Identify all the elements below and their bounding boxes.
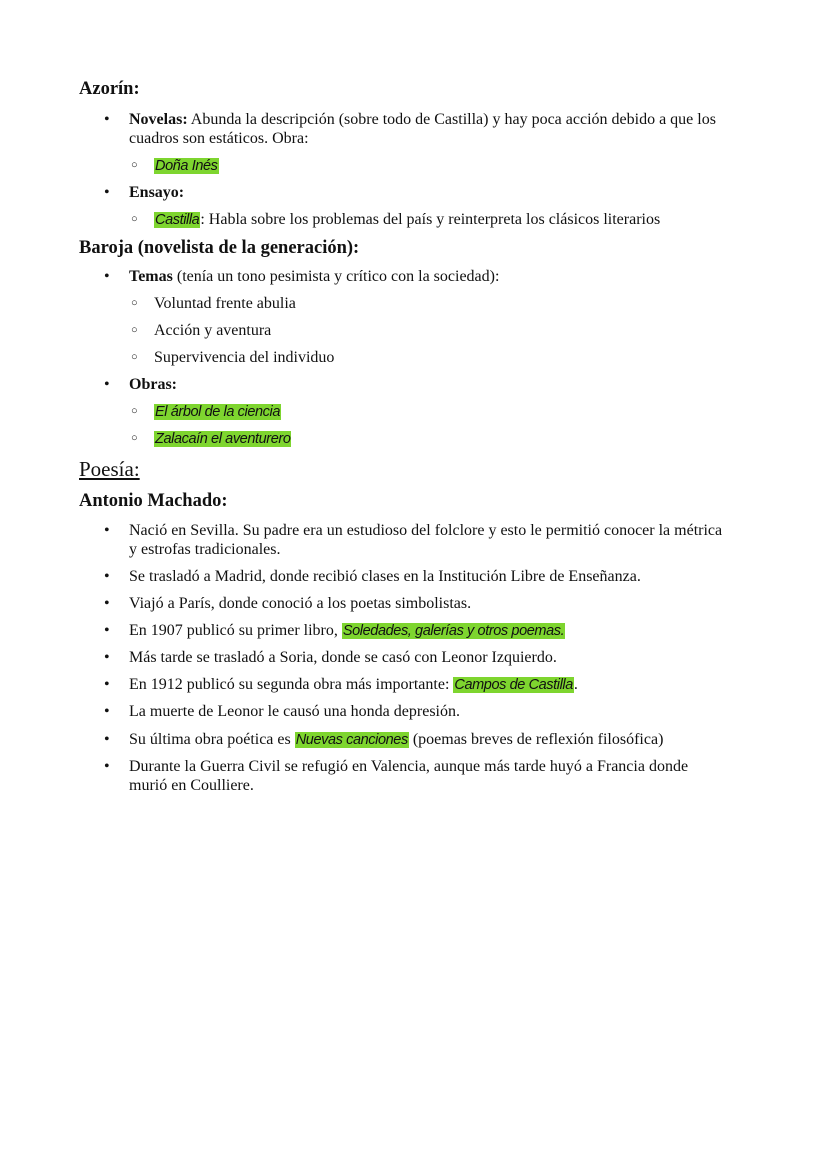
bullet: • (104, 111, 110, 128)
text: Nació en Sevilla. Su padre era un estudioso del folclore y esto le permitió conocer la métrica (129, 522, 723, 539)
heading-poesia: Poesía: (79, 457, 140, 481)
text: En 1912 publicó su segunda obra más importante: (129, 676, 454, 693)
text: (tenía un tono pesimista y crítico con la sociedad): (172, 268, 500, 285)
bullet: • (104, 703, 110, 720)
heading-azorin: Azorín: (79, 79, 140, 99)
highlighted-work: El árbol de la ciencia (155, 404, 280, 420)
bullet: • (104, 649, 110, 666)
bullet: • (104, 522, 110, 539)
bullet: • (104, 758, 110, 775)
text: Más tarde se trasladó a Soria, donde se casó con Leonor Izquierdo. (129, 649, 557, 666)
text: : Habla sobre los problemas del país y reinterpreta los clásicos literarios (200, 211, 661, 228)
highlighted-work: Soledades, galerías y otros poemas. (342, 623, 565, 639)
text: Viajó a París, donde conoció a los poetas simbolistas. (129, 595, 472, 612)
sub-bullet: ○ (131, 405, 138, 417)
text: . (573, 676, 578, 693)
sub-bullet: ○ (131, 324, 138, 336)
sub-bullet: ○ (131, 213, 138, 225)
bullet: • (104, 676, 110, 693)
heading-baroja: Baroja (novelista de la generación): (79, 238, 360, 258)
label-temas: Temas (129, 268, 173, 285)
text: Durante la Guerra Civil se refugió en Valencia, aunque más tarde huyó a Francia donde (129, 758, 689, 775)
highlighted-work: Zalacaín el aventurero (155, 431, 291, 447)
text: La muerte de Leonor le causó una honda depresión. (129, 703, 460, 720)
text: Acción y aventura (154, 322, 272, 339)
text: Supervivencia del individuo (154, 349, 335, 366)
sub-bullet: ○ (131, 159, 138, 171)
text: En 1907 publicó su primer libro, (129, 622, 342, 639)
label-novelas: Novelas: (129, 111, 188, 128)
highlighted-work: Campos de Castilla (454, 677, 573, 693)
label-ensayo: Ensayo: (129, 184, 185, 201)
text: (poemas breves de reflexión filosófica) (408, 731, 664, 748)
text: Voluntad frente abulia (154, 295, 296, 312)
highlighted-work: Doña Inés (155, 158, 218, 174)
sub-bullet: ○ (131, 432, 138, 444)
bullet: • (104, 376, 110, 393)
sub-bullet: ○ (131, 351, 138, 363)
text: Abunda la descripción (sobre todo de Castilla) y hay poca acción debido a que los (187, 111, 716, 128)
highlighted-work: Castilla (155, 212, 200, 228)
bullet: • (104, 568, 110, 585)
bullet: • (104, 622, 110, 639)
text: y estrofas tradicionales. (129, 541, 281, 558)
list-item-text (129, 110, 716, 129)
bullet: • (104, 184, 110, 201)
text: cuadros son estáticos. Obra: (129, 130, 309, 147)
text: Se trasladó a Madrid, donde recibió clases en la Institución Libre de Enseñanza. (129, 568, 641, 585)
heading-machado: Antonio Machado: (79, 491, 228, 511)
sub-bullet: ○ (131, 297, 138, 309)
highlighted-work: Nuevas canciones (295, 732, 408, 748)
label-obras: Obras: (129, 376, 177, 393)
bullet: • (104, 595, 110, 612)
bullet: • (104, 268, 110, 285)
bullet: • (104, 731, 110, 748)
text: murió en Coulliere. (129, 777, 254, 794)
text: Su última obra poética es (129, 731, 295, 748)
